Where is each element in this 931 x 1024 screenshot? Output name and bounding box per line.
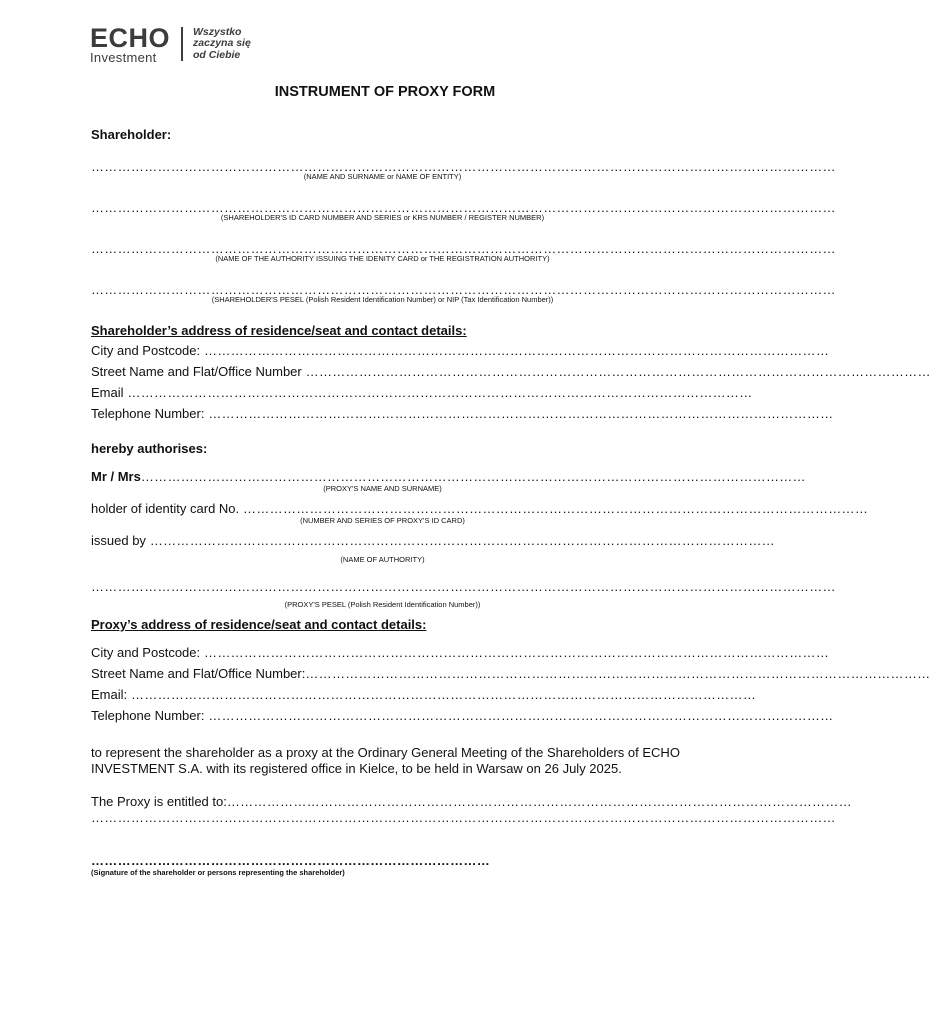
- proxy-id-field[interactable]: holder of identity card No. ……………………………………………………………………………………………………………………………: [91, 501, 869, 516]
- shareholder-authority-field[interactable]: ……………………………………………………………………………………………………………………………………………………: [91, 241, 836, 256]
- logo-brand-top: ECHO: [90, 22, 171, 53]
- shareholder-pesel-caption: (SHAREHOLDER'S PESEL (Polish Resident Identification Number) or NIP (Tax Identification Number)): [211, 295, 554, 304]
- shareholder-name-caption: (NAME AND SURNAME or NAME OF ENTITY): [303, 172, 462, 181]
- page-title: INSTRUMENT OF PROXY FORM: [274, 84, 496, 100]
- shareholder-pesel-field[interactable]: ……………………………………………………………………………………………………………………………………………………: [91, 282, 836, 297]
- shareholder-id-caption: (SHAREHOLDER'S ID CARD NUMBER AND SERIES or KRS NUMBER / REGISTER NUMBER): [220, 213, 545, 222]
- represent-paragraph: to represent the shareholder as a proxy at the Ordinary General Meeting of the Shareholders of ECHO INVESTMENT S.A. with its registered office in Kielce, to be held in Warsaw on 26 July 2025.: [91, 745, 680, 776]
- proxy-name-caption: (PROXY'S NAME AND SURNAME): [323, 484, 442, 493]
- shareholder-email-field[interactable]: Email ……………………………………………………………………………………………………………………………: [91, 385, 753, 400]
- shareholder-phone-field[interactable]: Telephone Number: ……………………………………………………………………………………………………………………………: [91, 406, 834, 421]
- proxy-entitled-field[interactable]: The Proxy is entitled to: ……………………………………………………………………………………………………………………………: [91, 794, 852, 809]
- shareholder-heading: Shareholder:: [91, 127, 172, 142]
- proxy-issued-caption: (NAME OF AUTHORITY): [340, 555, 425, 564]
- shareholder-city-field[interactable]: City and Postcode: ……………………………………………………………………………………………………………………………: [91, 343, 830, 358]
- logo-brand-bottom: Investment: [90, 49, 157, 65]
- proxy-issued-field[interactable]: issued by ……………………………………………………………………………………………………………………………: [91, 533, 775, 548]
- proxy-street-field[interactable]: Street Name and Flat/Office Number: ……………………………………………………………………………………………………………………………: [91, 666, 931, 681]
- signature-caption: (Signature of the shareholder or persons representing the shareholder): [91, 868, 345, 877]
- shareholder-authority-caption: (NAME OF THE AUTHORITY ISSUING THE IDENITY CARD or THE REGISTRATION AUTHORITY): [215, 254, 550, 263]
- logo-separator: [181, 27, 183, 61]
- proxy-phone-field[interactable]: Telephone Number: ……………………………………………………………………………………………………………………………: [91, 708, 834, 723]
- proxy-pesel-caption: (PROXY'S PESEL (Polish Resident Identification Number)): [284, 600, 481, 609]
- logo-tagline: Wszystko zaczyna się od Ciebie: [193, 25, 251, 61]
- echo-investment-logo: [90, 22, 251, 65]
- shareholder-street-field[interactable]: Street Name and Flat/Office Number ……………………………………………………………………………………………………………………………: [91, 364, 931, 379]
- shareholder-name-field[interactable]: ……………………………………………………………………………………………………………………………………………………: [91, 159, 836, 174]
- signature-line[interactable]: ………………………………………………………………………………: [91, 853, 490, 868]
- proxy-address-heading: Proxy’s address of residence/seat and contact details:: [91, 617, 427, 632]
- proxy-name-field[interactable]: Mr / Mrs ……………………………………………………………………………………………………………………………………: [91, 469, 806, 484]
- proxy-email-field[interactable]: Email: ……………………………………………………………………………………………………………………………: [91, 687, 757, 702]
- proxy-pesel-field[interactable]: ……………………………………………………………………………………………………………………………………………………: [91, 579, 836, 594]
- shareholder-id-field[interactable]: ……………………………………………………………………………………………………………………………………………………: [91, 200, 836, 215]
- proxy-id-caption: (NUMBER AND SERIES OF PROXY'S ID CARD): [300, 516, 465, 525]
- proxy-city-field[interactable]: City and Postcode: ……………………………………………………………………………………………………………………………: [91, 645, 830, 660]
- shareholder-address-heading: Shareholder’s address of residence/seat and contact details:: [91, 323, 467, 338]
- authorises-heading: hereby authorises:: [91, 441, 208, 456]
- proxy-entitled-continuation[interactable]: ……………………………………………………………………………………………………………………………………………………: [91, 810, 836, 825]
